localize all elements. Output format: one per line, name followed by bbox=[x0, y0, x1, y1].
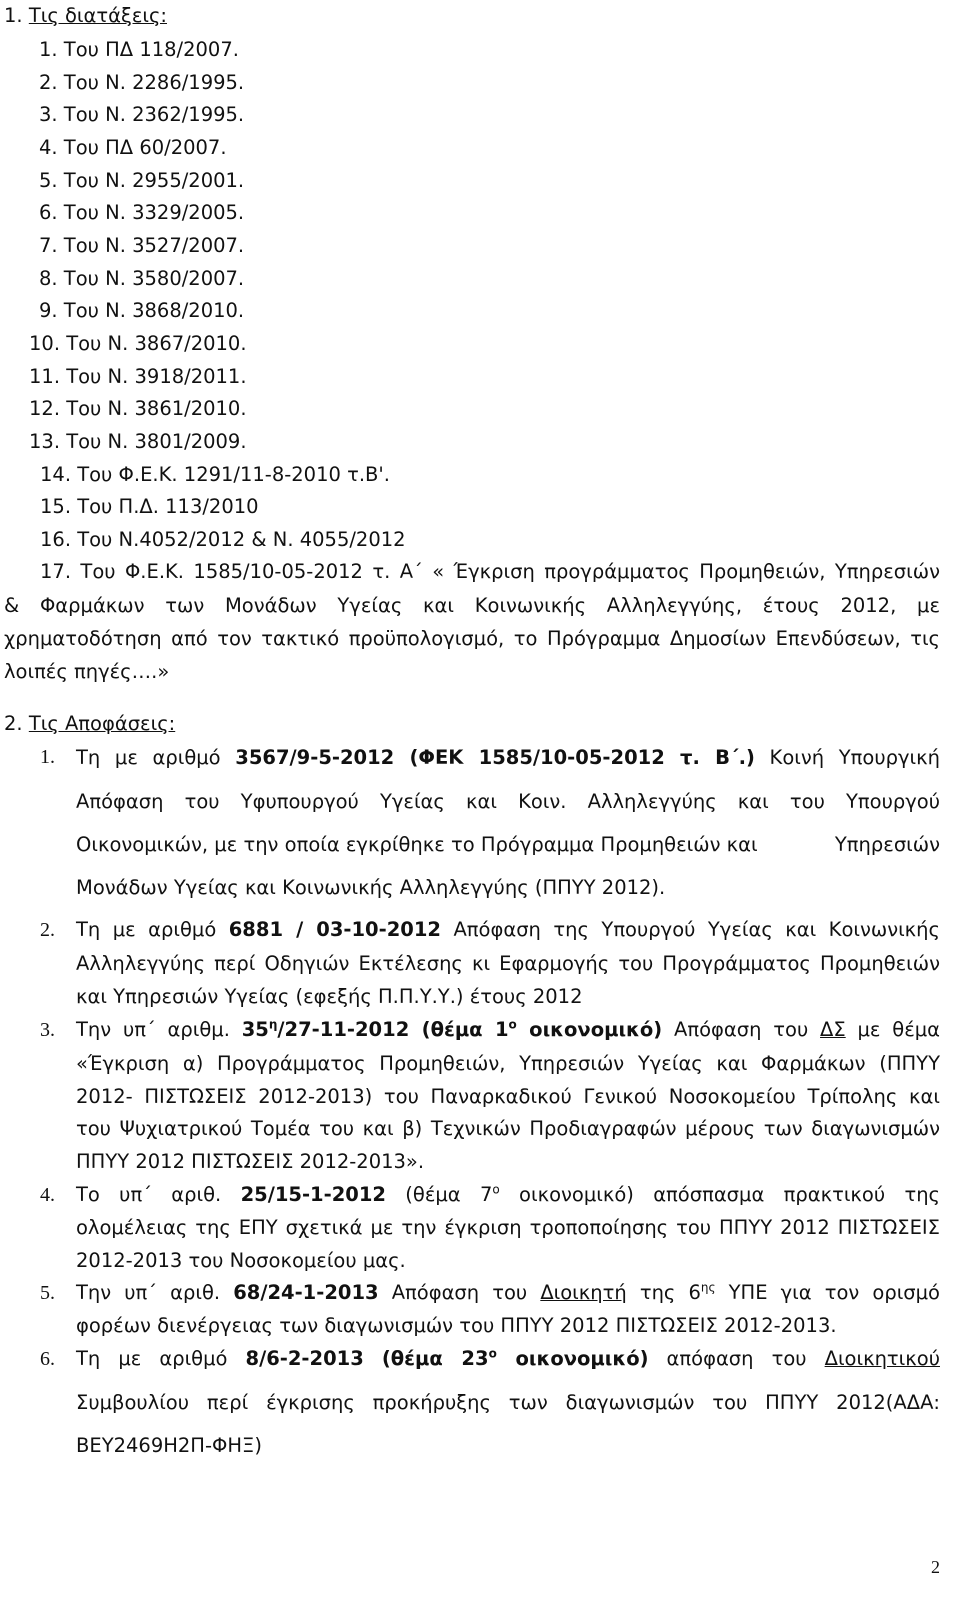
decision-number: 2. bbox=[40, 919, 55, 941]
section-1-title: Τις διατάξεις: bbox=[28, 4, 167, 27]
list-item: 2. Του Ν. 2286/1995. bbox=[39, 71, 245, 94]
list-item: 11. Του Ν. 3918/2011. bbox=[29, 365, 247, 388]
decision-text: Κοινή Υπουργική bbox=[754, 746, 940, 769]
decision-number: 1. bbox=[40, 746, 55, 768]
section-2-number: 2. bbox=[4, 712, 23, 735]
decision-3-line: «Έγκριση α) Προγράμματος Προμηθειών, Υπηρεσιών Υγείας και Φαρμάκων (ΠΠΥΥ bbox=[76, 1052, 940, 1075]
decision-2-line bbox=[76, 918, 940, 942]
decision-text: Απόφαση της Υπουργού Υγείας και Κοινωνικής bbox=[441, 918, 940, 941]
decision-text: Το υπ΄ αριθ. bbox=[76, 1183, 241, 1206]
section-1-number: 1. bbox=[4, 4, 23, 27]
list-item: 4. Του ΠΔ 60/2007. bbox=[39, 136, 227, 159]
decision-3-line: ΠΠΥΥ 2012 ΠΙΣΤΩΣΕΙΣ 2012-2013». bbox=[76, 1150, 425, 1173]
decision-reference: 68/24-1-2013 bbox=[233, 1281, 379, 1304]
decision-6-line: Συμβουλίου περί έγκρισης προκήρυξης των διαγωνισμών του ΠΠΥΥ 2012(ΑΔΑ: bbox=[76, 1391, 940, 1414]
decision-1-line: Οικονομικών, με την οποία εγκρίθηκε το Πρόγραμμα Προμηθειών και bbox=[76, 833, 758, 856]
decision-reference: 8/6-2-2013 bbox=[245, 1347, 364, 1370]
list-item: 7. Του Ν. 3527/2007. bbox=[39, 234, 245, 257]
decision-2-line: και Υπηρεσιών Υγείας (εφεξής Π.Π.Υ.Υ.) έτους 2012 bbox=[76, 985, 583, 1008]
decision-1-line: Υπηρεσιών bbox=[834, 833, 940, 856]
decision-3-line: του Ψυχιατρικού Τομέα του και β) Τεχνικών Προδιαγραφών μέρους των διαγωνισμών bbox=[76, 1117, 940, 1140]
decision-4-line: 2012-2013 του Νοσοκομείου μας. bbox=[76, 1249, 406, 1272]
list-item: 3. Του Ν. 2362/1995. bbox=[39, 103, 245, 126]
decision-text: της $6^{\eta\varsigma}$ ΥΠΕ για τον ορισμό bbox=[626, 1280, 940, 1304]
list-item: 15. Του Π.Δ. 113/2010 bbox=[40, 495, 259, 518]
decision-5-line: φορέων διενέργειας των διαγωνισμών του ΠΠΥΥ 2012 ΠΙΣΤΩΣΕΙΣ 2012-2013. bbox=[76, 1314, 837, 1337]
decision-6-line: ΒΕΥ2469Η2Π-ΦΗΞ) bbox=[76, 1434, 262, 1457]
list-item: 10. Του Ν. 3867/2010. bbox=[29, 332, 247, 355]
decision-3-line: 2012- ΠΙΣΤΩΣΕΙΣ 2012-2013) του Παναρκαδικού Γενικού Νοσοκομείου Τρίπολης και bbox=[76, 1085, 940, 1108]
decision-text: Τη με αριθμό bbox=[76, 1347, 246, 1370]
decision-text: Διοικητή bbox=[540, 1281, 627, 1304]
decision-text: Την υπ΄ αριθμ. bbox=[76, 1018, 242, 1041]
decision-text bbox=[364, 1347, 382, 1370]
decision-text: Διοικητικού bbox=[824, 1347, 940, 1370]
decision-reference: (θέμα $23^o$ οικονομικό) bbox=[381, 1346, 649, 1370]
decision-text: με θέμα bbox=[845, 1018, 940, 1041]
decision-text: απόφαση του bbox=[648, 1347, 825, 1370]
decision-reference: $35^\eta/27-11-2012$ (θέμα $1^o$ οικονομικό) bbox=[241, 1017, 663, 1041]
list-item: 1. Του ΠΔ 118/2007. bbox=[39, 38, 239, 61]
section-1-heading bbox=[4, 4, 167, 28]
list-item-17-line: λοιπές πηγές….» bbox=[4, 660, 170, 683]
list-item-17-line: 17. Του Φ.Ε.Κ. 1585/10-05-2012 τ. Α΄ « Έγκριση προγράμματος Προμηθειών, Υπηρεσιών bbox=[40, 560, 940, 583]
page-number: 2 bbox=[931, 1557, 940, 1577]
list-item: 12. Του Ν. 3861/2010. bbox=[29, 397, 247, 420]
section-2-title: Τις Αποφάσεις: bbox=[28, 712, 176, 735]
decision-text: Την υπ΄ αριθ. bbox=[76, 1281, 234, 1304]
decision-1-line bbox=[76, 746, 940, 770]
decision-text: (θέμα $7^o$ οικονομικό) απόσπασμα πρακτικού της bbox=[385, 1182, 940, 1206]
section-2-heading bbox=[4, 712, 175, 736]
decision-1-line: Μονάδων Υγείας και Κοινωνικής Αλληλεγγύης (ΠΠΥΥ 2012). bbox=[76, 876, 666, 899]
list-item: 13. Του Ν. 3801/2009. bbox=[29, 430, 247, 453]
decision-number: 3. bbox=[40, 1019, 55, 1041]
decision-text: Τη με αριθμό bbox=[76, 746, 236, 769]
decision-text: ΔΣ bbox=[820, 1018, 846, 1041]
decision-4-line bbox=[76, 1183, 940, 1207]
decision-text: Απόφαση του bbox=[378, 1281, 541, 1304]
decision-number: 5. bbox=[40, 1282, 55, 1304]
list-item: 9. Του Ν. 3868/2010. bbox=[39, 299, 245, 322]
decision-5-line bbox=[76, 1281, 940, 1305]
list-item: 8. Του Ν. 3580/2007. bbox=[39, 267, 245, 290]
list-item-17-line: χρηματοδότηση από τον τακτικό προϋπολογισμό, το Πρόγραμμα Δημοσίων Επενδύσεων, τις bbox=[4, 627, 940, 650]
decision-1-line: Απόφαση του Υφυπουργού Υγείας και Κοιν. Αλληλεγγύης και του Υπουργού bbox=[76, 790, 940, 813]
decision-6-line bbox=[76, 1347, 940, 1371]
list-item: 14. Του Φ.Ε.Κ. 1291/11-8-2010 τ.Β'. bbox=[40, 463, 390, 486]
decision-text: Απόφαση του bbox=[662, 1018, 821, 1041]
decision-reference: 6881 / 03-10-2012 bbox=[228, 918, 441, 941]
decision-3-line bbox=[76, 1018, 940, 1042]
decision-text: Τη με αριθμό bbox=[76, 918, 229, 941]
list-item: 16. Του Ν.4052/2012 & Ν. 4055/2012 bbox=[40, 528, 406, 551]
list-item: 6. Του Ν. 3329/2005. bbox=[39, 201, 245, 224]
list-item-17-line: & Φαρμάκων των Μονάδων Υγείας και Κοινωνικής Αλληλεγγύης, έτους 2012, με bbox=[4, 594, 940, 617]
decision-number: 4. bbox=[40, 1184, 55, 1206]
decision-2-line: Αλληλεγγύης περί Οδηγιών Εκτέλεσης κι Εφαρμογής του Προγράμματος Προμηθειών bbox=[76, 952, 940, 975]
list-item: 5. Του Ν. 2955/2001. bbox=[39, 169, 245, 192]
decision-number: 6. bbox=[40, 1348, 55, 1370]
decision-4-line: ολομέλειας της ΕΠΥ σχετικά με την έγκριση τροποποίησης του ΠΠΥΥ 2012 ΠΙΣΤΩΣΕΙΣ bbox=[76, 1216, 940, 1239]
decision-reference: 3567/9-5-2012 (ΦΕΚ 1585/10-05-2012 τ. Β΄.) bbox=[235, 746, 755, 769]
decision-reference: 25/15-1-2012 bbox=[240, 1183, 386, 1206]
